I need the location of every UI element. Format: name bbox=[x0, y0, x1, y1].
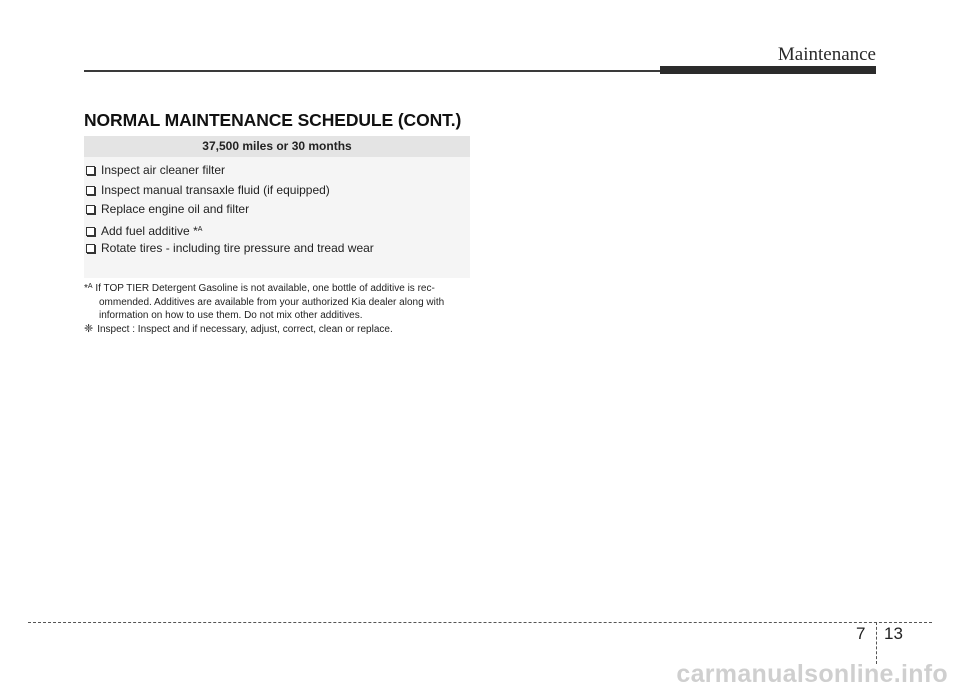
page-chapter-number: 7 bbox=[856, 624, 866, 643]
schedule-item bbox=[84, 220, 470, 240]
schedule-interval-header: 37,500 miles or 30 months bbox=[84, 136, 470, 157]
schedule-item-text: Inspect air cleaner filter bbox=[101, 163, 226, 177]
footnote-line: information on how to use them. Do not mix other additives. bbox=[99, 310, 363, 321]
page-number: 13 bbox=[884, 624, 903, 643]
footnote-mark: * bbox=[84, 283, 88, 294]
schedule-item-text: Add fuel additive * bbox=[101, 223, 198, 238]
checkbox-icon bbox=[86, 186, 95, 195]
watermark: carmanualsonline.info bbox=[676, 660, 948, 688]
maintenance-schedule-table bbox=[84, 136, 470, 278]
inspect-note bbox=[84, 322, 393, 335]
footnote-ref-superscript: A bbox=[197, 225, 203, 233]
schedule-item bbox=[84, 181, 470, 201]
footer-dashed-rule bbox=[28, 622, 932, 623]
schedule-item-text: Inspect manual transaxle fluid (if equipped) bbox=[101, 182, 330, 197]
footnote-line: ommended. Additives are available from your authorized Kia dealer along with bbox=[99, 296, 445, 308]
schedule-item-text: Rotate tires - including tire pressure and tread wear bbox=[101, 241, 374, 255]
footnote-mark-superscript: A bbox=[87, 283, 93, 290]
note-symbol-icon: ❈ bbox=[84, 323, 94, 335]
schedule-item bbox=[84, 200, 470, 220]
page-header-title: Maintenance bbox=[777, 44, 876, 65]
header-rule-thin bbox=[84, 70, 660, 72]
checkbox-icon bbox=[86, 244, 95, 253]
checkbox-icon bbox=[86, 205, 95, 214]
schedule-item bbox=[84, 239, 470, 259]
page-number-divider bbox=[876, 622, 877, 664]
footnote-line bbox=[84, 280, 470, 296]
checkbox-icon bbox=[86, 227, 95, 236]
checkbox-icon bbox=[86, 166, 95, 175]
footnote-text: If TOP TIER Detergent Gasoline is not available, one bottle of additive is rec- bbox=[95, 283, 435, 294]
schedule-item bbox=[84, 161, 470, 181]
header-rule-thick bbox=[660, 66, 876, 74]
footnote bbox=[84, 280, 470, 323]
section-title: NORMAL MAINTENANCE SCHEDULE (CONT.) bbox=[84, 110, 462, 130]
schedule-item-text: Replace engine oil and filter bbox=[101, 202, 250, 216]
note-text: Inspect : Inspect and if necessary, adjust, correct, clean or replace. bbox=[97, 324, 393, 335]
schedule-items bbox=[84, 157, 470, 278]
